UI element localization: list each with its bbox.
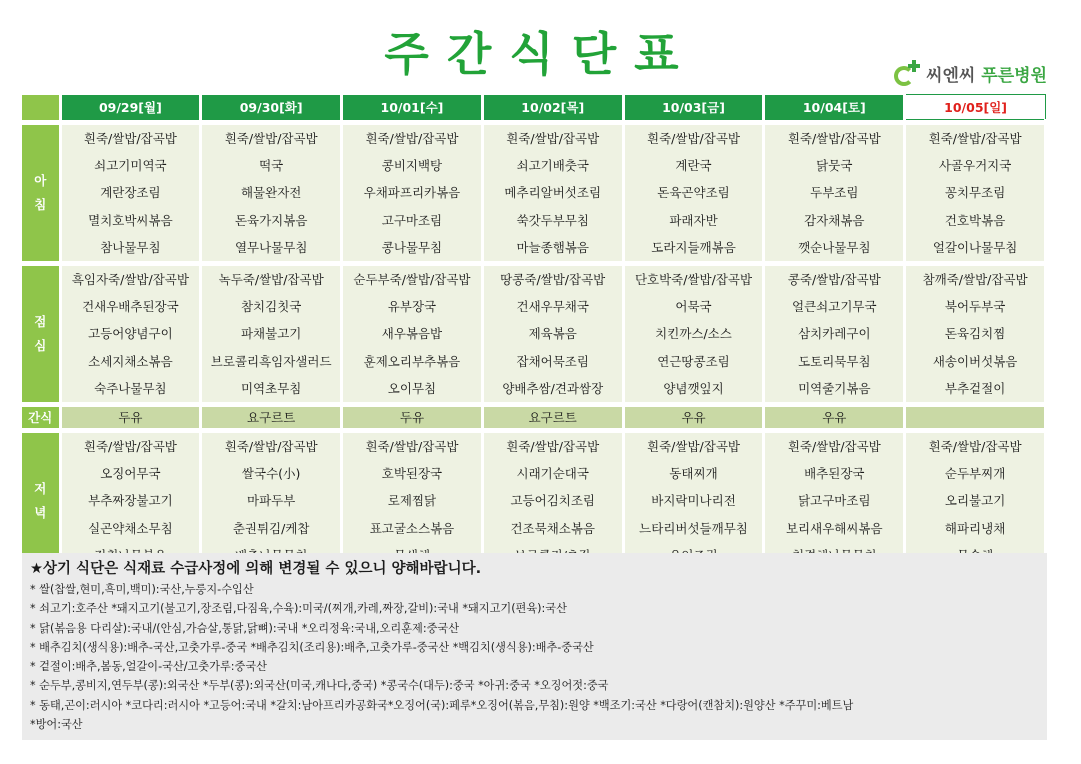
lunch-label: 점 심 [22, 266, 60, 402]
menu-item: 쑥갓두부무침 [482, 207, 623, 234]
menu-item: 느타리버섯들깨무침 [623, 514, 764, 541]
day-header: 10/03[금] [623, 95, 764, 120]
menu-item: 삼치카레구이 [764, 320, 905, 347]
menu-item: 오리불고기 [905, 487, 1046, 514]
menu-item: 건호박볶음 [905, 207, 1046, 234]
menu-item: 마늘종햄볶음 [482, 234, 623, 261]
menu-item: 표고굴소스볶음 [342, 514, 483, 541]
snack-item: 우유 [623, 407, 764, 428]
menu-item: 파채불고기 [201, 320, 342, 347]
lunch-row [22, 348, 1046, 375]
menu-item: 콩죽/쌀밥/잡곡밥 [764, 266, 905, 293]
notice-line: * 겉절이:배추,봄동,얼갈이-국산/고춧가루:중국산 [30, 660, 267, 674]
menu-item: 새우볶음밥 [342, 320, 483, 347]
breakfast-row [22, 207, 1046, 234]
snack-label: 간식 [22, 407, 60, 428]
page-title: 주간식단표 [384, 27, 697, 81]
weekly-menu-table [22, 94, 1047, 569]
dinner-row [22, 487, 1046, 514]
menu-item: 건새우배추된장국 [60, 293, 201, 320]
day-header: 10/01[수] [342, 95, 483, 120]
menu-item: 감자채볶음 [764, 207, 905, 234]
menu-item: 건조묵채소볶음 [482, 514, 623, 541]
menu-item: 흰죽/쌀밥/잡곡밥 [60, 125, 201, 152]
menu-item: 사골우거지국 [905, 152, 1046, 179]
menu-item: 단호박죽/쌀밥/잡곡밥 [623, 266, 764, 293]
menu-item: 흰죽/쌀밥/잡곡밥 [764, 433, 905, 460]
menu-item: 돈육가지볶음 [201, 207, 342, 234]
day-header-sunday: 10/05[일] [905, 95, 1046, 120]
menu-item: 돈육김치찜 [905, 320, 1046, 347]
notice-line: * 순두부,콩비지,연두부(콩):외국산 *두부(콩):외국산(미국,캐나다,중국) *콩국수(대두):중국 *아귀:중국 *오징어젓:중국 [30, 679, 609, 693]
menu-item: 소세지채소볶음 [60, 348, 201, 375]
menu-item: 오이무침 [342, 375, 483, 402]
menu-item: 콩나물무침 [342, 234, 483, 261]
breakfast-row [22, 125, 1046, 152]
menu-item: 유부장국 [342, 293, 483, 320]
menu-item: 깻순나물무침 [764, 234, 905, 261]
snack-item: 두유 [60, 407, 201, 428]
menu-item: 실곤약채소무침 [60, 514, 201, 541]
menu-item: 흰죽/쌀밥/잡곡밥 [60, 433, 201, 460]
menu-item: 새송이버섯볶음 [905, 348, 1046, 375]
menu-item: 돈육곤약조림 [623, 179, 764, 206]
menu-item: 양배추쌈/견과쌈장 [482, 375, 623, 402]
snack-item: 요구르트 [201, 407, 342, 428]
notice-line: * 배추김치(생식용):배추-국산,고춧가루-중국 *배추김치(조리용):배추,고춧가루-중국산 *백김치(생식용):배추-중국산 [30, 640, 594, 654]
logo-cross-icon [894, 60, 920, 86]
menu-item: 제육볶음 [482, 320, 623, 347]
day-header: 09/30[화] [201, 95, 342, 120]
notice-line: *방어:국산 [30, 718, 83, 732]
menu-item: 땅콩죽/쌀밥/잡곡밥 [482, 266, 623, 293]
menu-item: 양념깻잎지 [623, 375, 764, 402]
menu-item: 쌀국수(小) [201, 460, 342, 487]
menu-item: 오징어무국 [60, 460, 201, 487]
menu-item: 계란장조림 [60, 179, 201, 206]
menu-item: 마파두부 [201, 487, 342, 514]
logo-brand-suffix: 푸른병원 [981, 65, 1047, 86]
menu-item: 녹두죽/쌀밥/잡곡밥 [201, 266, 342, 293]
menu-item: 배추된장국 [764, 460, 905, 487]
logo-brand-prefix: 씨엔씨 [926, 65, 976, 86]
menu-item: 시래기순대국 [482, 460, 623, 487]
menu-item: 연근땅콩조림 [623, 348, 764, 375]
menu-item: 참치김칫국 [201, 293, 342, 320]
menu-item: 우채파프리카볶음 [342, 179, 483, 206]
day-header-row [22, 95, 1046, 120]
menu-item: 순두부죽/쌀밥/잡곡밥 [342, 266, 483, 293]
lunch-row [22, 266, 1046, 293]
menu-item: 춘권튀김/케찹 [201, 514, 342, 541]
menu-item: 흰죽/쌀밥/잡곡밥 [623, 125, 764, 152]
day-header: 09/29[월] [60, 95, 201, 120]
menu-item: 흰죽/쌀밥/잡곡밥 [905, 125, 1046, 152]
menu-item: 부추짜장불고기 [60, 487, 201, 514]
menu-item: 고구마조림 [342, 207, 483, 234]
breakfast-label: 아 침 [22, 125, 60, 261]
day-header: 10/04[토] [764, 95, 905, 120]
dinner-row [22, 514, 1046, 541]
snack-item: 두유 [342, 407, 483, 428]
menu-item: 건새우무채국 [482, 293, 623, 320]
menu-item: 숙주나물무침 [60, 375, 201, 402]
dinner-row [22, 460, 1046, 487]
menu-item: 두부조림 [764, 179, 905, 206]
menu-item: 참나물무침 [60, 234, 201, 261]
menu-item: 미역줄기볶음 [764, 375, 905, 402]
menu-item: 해물완자전 [201, 179, 342, 206]
menu-item: 도토리묵무침 [764, 348, 905, 375]
menu-item: 순두부찌개 [905, 460, 1046, 487]
menu-item: 흰죽/쌀밥/잡곡밥 [764, 125, 905, 152]
dinner-row [22, 433, 1046, 460]
menu-item: 도라지들깨볶음 [623, 234, 764, 261]
lunch-row [22, 375, 1046, 402]
menu-item: 쇠고기배춧국 [482, 152, 623, 179]
menu-item: 열무나물무침 [201, 234, 342, 261]
menu-item: 계란국 [623, 152, 764, 179]
menu-item: 흰죽/쌀밥/잡곡밥 [201, 433, 342, 460]
notice-box [22, 553, 1047, 740]
menu-item: 흰죽/쌀밥/잡곡밥 [342, 433, 483, 460]
menu-item: 얼큰쇠고기무국 [764, 293, 905, 320]
breakfast-row [22, 152, 1046, 179]
snack-item: 우유 [764, 407, 905, 428]
menu-item: 보리새우해씨볶음 [764, 514, 905, 541]
menu-item: 미역초무침 [201, 375, 342, 402]
menu-item: 흰죽/쌀밥/잡곡밥 [623, 433, 764, 460]
menu-item: 브로콜리흑임자샐러드 [201, 348, 342, 375]
snack-item [905, 407, 1046, 428]
menu-item: 흰죽/쌀밥/잡곡밥 [905, 433, 1046, 460]
menu-item: 흰죽/쌀밥/잡곡밥 [482, 125, 623, 152]
menu-item: 닭고구마조림 [764, 487, 905, 514]
menu-item: 고등어김치조림 [482, 487, 623, 514]
notice-line: * 닭(볶음용 다리살):국내/(안심,가슴살,통닭,닭뼈):국내 *오리정육:국내,오리훈제:중국산 [30, 621, 460, 635]
menu-item: 로제찜닭 [342, 487, 483, 514]
snack-row [22, 407, 1046, 428]
menu-item: 파래자반 [623, 207, 764, 234]
menu-item: 해파리냉채 [905, 514, 1046, 541]
menu-item: 잡채어묵조림 [482, 348, 623, 375]
notice-line: * 쌀(찹쌀,현미,흑미,백미):국산,누룽지-수입산 [30, 583, 254, 596]
menu-item: 콩비지백탕 [342, 152, 483, 179]
breakfast-row [22, 234, 1046, 261]
menu-item: 치킨까스/소스 [623, 320, 764, 347]
menu-item: 바지락미나리전 [623, 487, 764, 514]
menu-item: 얼갈이나물무침 [905, 234, 1046, 261]
menu-item: 부추겉절이 [905, 375, 1046, 402]
lunch-row [22, 293, 1046, 320]
menu-item: 흰죽/쌀밥/잡곡밥 [201, 125, 342, 152]
menu-item: 메추리알버섯조림 [482, 179, 623, 206]
menu-item: 쇠고기미역국 [60, 152, 201, 179]
menu-item: 어묵국 [623, 293, 764, 320]
lunch-row [22, 320, 1046, 347]
menu-item: 떡국 [201, 152, 342, 179]
menu-item: 훈제오리부추볶음 [342, 348, 483, 375]
hospital-logo [894, 60, 1047, 86]
menu-item: 흰죽/쌀밥/잡곡밥 [342, 125, 483, 152]
dinner-label: 저 녁 [22, 433, 60, 569]
menu-item: 닭뭇국 [764, 152, 905, 179]
menu-item: 호박된장국 [342, 460, 483, 487]
menu-item: 꽁치무조림 [905, 179, 1046, 206]
menu-item: 참깨죽/쌀밥/잡곡밥 [905, 266, 1046, 293]
menu-item: 흰죽/쌀밥/잡곡밥 [482, 433, 623, 460]
snack-item: 요구르트 [482, 407, 623, 428]
menu-item: 흑임자죽/쌀밥/잡곡밥 [60, 266, 201, 293]
notice-line: * 동태,곤이:러시아 *코다리:러시아 *고등어:국내 *갈치:남아프리카공화국*오징어(국):페루*오징어(볶음,무침):원양 *백조기:국산 *다랑어(캔참치):원양산 *주꾸미:베트남 [30, 698, 854, 712]
menu-item: 고등어양념구이 [60, 320, 201, 347]
notice-line: * 쇠고기:호주산 *돼지고기(불고기,장조림,다짐육,수육):미국/(찌개,카레,짜장,갈비):국내 *돼지고기(편육):국산 [30, 602, 567, 616]
menu-item: 멸치호박씨볶음 [60, 207, 201, 234]
day-header: 10/02[목] [482, 95, 623, 120]
header-corner [22, 95, 60, 120]
breakfast-row [22, 179, 1046, 206]
menu-item: 동태찌개 [623, 460, 764, 487]
notice-headline: ★상기 식단은 식재료 수급사정에 의해 변경될 수 있으니 양해바랍니다. [30, 561, 482, 577]
menu-item: 북어두부국 [905, 293, 1046, 320]
